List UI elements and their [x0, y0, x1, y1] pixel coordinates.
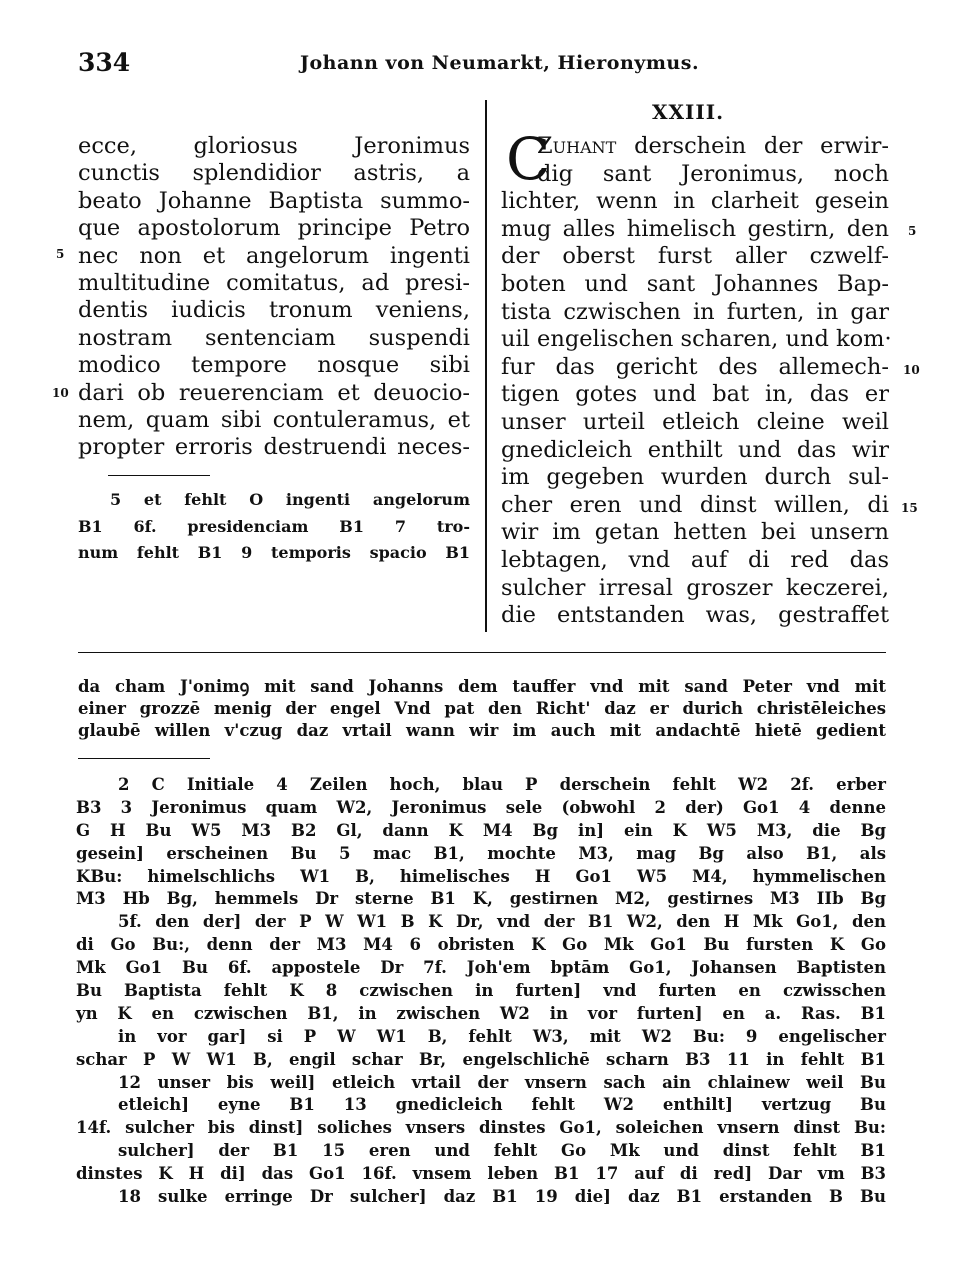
apparatus-line: KBu: himelschlichs W1 B, himelisches H Go1 W5 M4, hymmelischen	[76, 866, 886, 886]
german-line: lebtagen, vnd auf di red das	[501, 546, 889, 573]
latin-line: modico tempore nosque sibi	[78, 352, 470, 379]
german-line: unser urteil etleich cleine weil	[501, 408, 889, 435]
german-line-number: 5	[908, 224, 917, 238]
latin-line: ecce, gloriosus Jeronimus	[78, 133, 470, 159]
german-column	[501, 133, 892, 630]
german-line-number: 10	[903, 363, 920, 377]
apparatus-line: yn K en czwischen B1, in zwischen W2 in vor furten] en a. Ras. B1	[76, 1003, 886, 1023]
german-line: uil engelischen scharen, und kom·	[501, 326, 892, 353]
latin-line-number: 10	[52, 386, 69, 400]
apparatus-line: 18 sulke erringe Dr sulcher] daz B1 19 die] daz B1 erstanden B Bu	[118, 1187, 886, 1207]
german-line: boten und sant Johannes Bap-	[501, 270, 889, 297]
apparatus-line: 14f. sulcher bis dinst] soliches vnsers dinstes Go1, soleichen vnsern dinst Bu:	[76, 1118, 886, 1138]
latin-line: propter erroris destruendi neces-	[78, 434, 470, 461]
german-line: lichter, wenn in clarheit gesein	[501, 188, 889, 215]
first-word: Zuhant	[537, 133, 617, 159]
page-number: 334	[78, 48, 131, 77]
drop-initial: C	[506, 125, 551, 193]
german-line: mug alles himelisch gestirn, den	[501, 215, 889, 242]
german-line: tigen gotes und bat in, das er	[501, 381, 889, 408]
apparatus-line: di Go Bu:, denn der M3 M4 6 obristen K Go Mk Go1 Bu fursten K Go	[76, 935, 886, 955]
latin-line: nem, quam sibi contuleramus, et	[78, 406, 470, 433]
latin-line: dari ob reuerenciam et deuocio-	[78, 379, 470, 406]
latin-line: nostram sentenciam suspendi	[78, 324, 470, 351]
german-line: fur das gericht des allemech-	[501, 353, 889, 380]
latin-line: que apostolorum principe Petro	[78, 215, 470, 242]
latin-line: nec non et angelorum ingenti	[78, 242, 470, 269]
apparatus-line: 5f. den der] der P W W1 B K Dr, vnd der B1 W2, den H Mk Go1, den	[118, 912, 886, 932]
german-line: wir im getan hetten bei unsern	[501, 519, 889, 546]
page-header	[78, 48, 886, 84]
german-line-first	[501, 133, 889, 161]
variant-paragraph	[78, 676, 886, 743]
apparatus-line: B3 3 Jeronimus quam W2, Jeronimus sele (obwohl 2 der) Go1 4 denne	[76, 797, 886, 817]
latin-notes	[78, 487, 470, 567]
apparatus-line: 2 C Initiale 4 Zeilen hoch, blau P derschein fehlt W2 2f. erber	[118, 775, 886, 794]
german-line: dig sant Jeronimus, noch	[537, 160, 889, 187]
german-line: die entstanden was, gestraffet	[501, 602, 889, 629]
apparatus-line: sulcher] der B1 15 eren und fehlt Go Mk und dinst fehlt B1	[118, 1141, 886, 1161]
notes-rule	[108, 475, 210, 476]
german-line: sulcher irresal groszer keczerei,	[501, 574, 889, 601]
section-rule	[78, 652, 886, 653]
apparatus-line: Mk Go1 Bu 6f. appostele Dr 7f. Joh'em bptām Go1, Johansen Baptisten	[76, 958, 886, 978]
latin-line: multitudine comitatus, ad presi-	[78, 269, 470, 296]
variant-line: glaubē willen v'czug daz vrtail wann wir im auch mit andachtē hietē gedient	[78, 721, 886, 741]
german-line: der oberst furst aller czwelf-	[501, 243, 889, 270]
apparatus-line: gesein] erscheinen Bu 5 mac B1, mochte M3, mag Bg also B1, als	[76, 843, 886, 863]
latin-line: beato Johanne Baptista summo-	[78, 187, 470, 214]
apparatus-line: M3 Hb Bg, hemmels Dr sterne B1 K, gestirnen M2, gestirnes M3 IIb Bg	[76, 889, 886, 909]
german-line: tista czwischen in furten, in gar	[501, 298, 889, 325]
german-line: im gegeben wurden durch sul-	[501, 464, 889, 491]
apparatus-line: etleich] eyne B1 13 gnedicleich fehlt W2 enthilt] vertzug Bu	[118, 1095, 886, 1115]
apparatus-line: schar P W W1 B, engil schar Br, engelschlichē scharn B3 11 in fehlt B1	[76, 1049, 886, 1069]
critical-apparatus	[76, 774, 886, 1209]
german-line: gnedicleich enthilt und das wir	[501, 436, 889, 463]
variant-line: da cham J'onimꝯ mit sand Johanns dem tauffer vnd mit sand Peter vnd mit	[78, 677, 886, 696]
variant-line: einer grozzē menig der engel Vnd pat den Richt' daz er durich christēleiches	[78, 699, 886, 719]
section-number: XXIII.	[652, 100, 725, 124]
note-line: 5 et fehlt O ingenti angelorum	[110, 490, 470, 509]
apparatus-line: 12 unser bis weil] etleich vrtail der vnsern sach ain chlainew weil Bu	[118, 1072, 886, 1092]
german-line: cher eren und dinst willen, di	[501, 491, 889, 518]
latin-line: dentis iudicis tronum veniens,	[78, 297, 470, 324]
german-line-number: 15	[901, 501, 918, 515]
apparatus-line: G H Bu W5 M3 B2 Gl, dann K M4 Bg in] ein K W5 M3, die Bg	[76, 820, 886, 840]
apparatus-rule	[78, 758, 210, 759]
latin-column	[78, 133, 470, 462]
apparatus-line: in vor gar] si P W W1 B, fehlt W3, mit W2 Bu: 9 engelischer	[118, 1026, 886, 1046]
latin-line-number: 5	[56, 247, 65, 261]
note-line: B1 6f. presidenciam B1 7 tro-	[78, 516, 470, 536]
apparatus-line: dinstes K H di] das Go1 16f. vnsem leben B1 17 auf di red] Dar vm B3	[76, 1164, 886, 1184]
running-title: Johann von Neumarkt, Hieronymus.	[300, 52, 700, 74]
column-divider	[485, 100, 487, 632]
german-line-text: derschein der erwir-	[634, 133, 890, 159]
latin-line: cunctis splendidior astris, a	[78, 160, 470, 187]
note-line: num fehlt B1 9 temporis spacio B1	[78, 543, 470, 562]
apparatus-line: Bu Baptista fehlt K 8 czwischen in furten] vnd furten en czwisschen	[76, 981, 886, 1001]
